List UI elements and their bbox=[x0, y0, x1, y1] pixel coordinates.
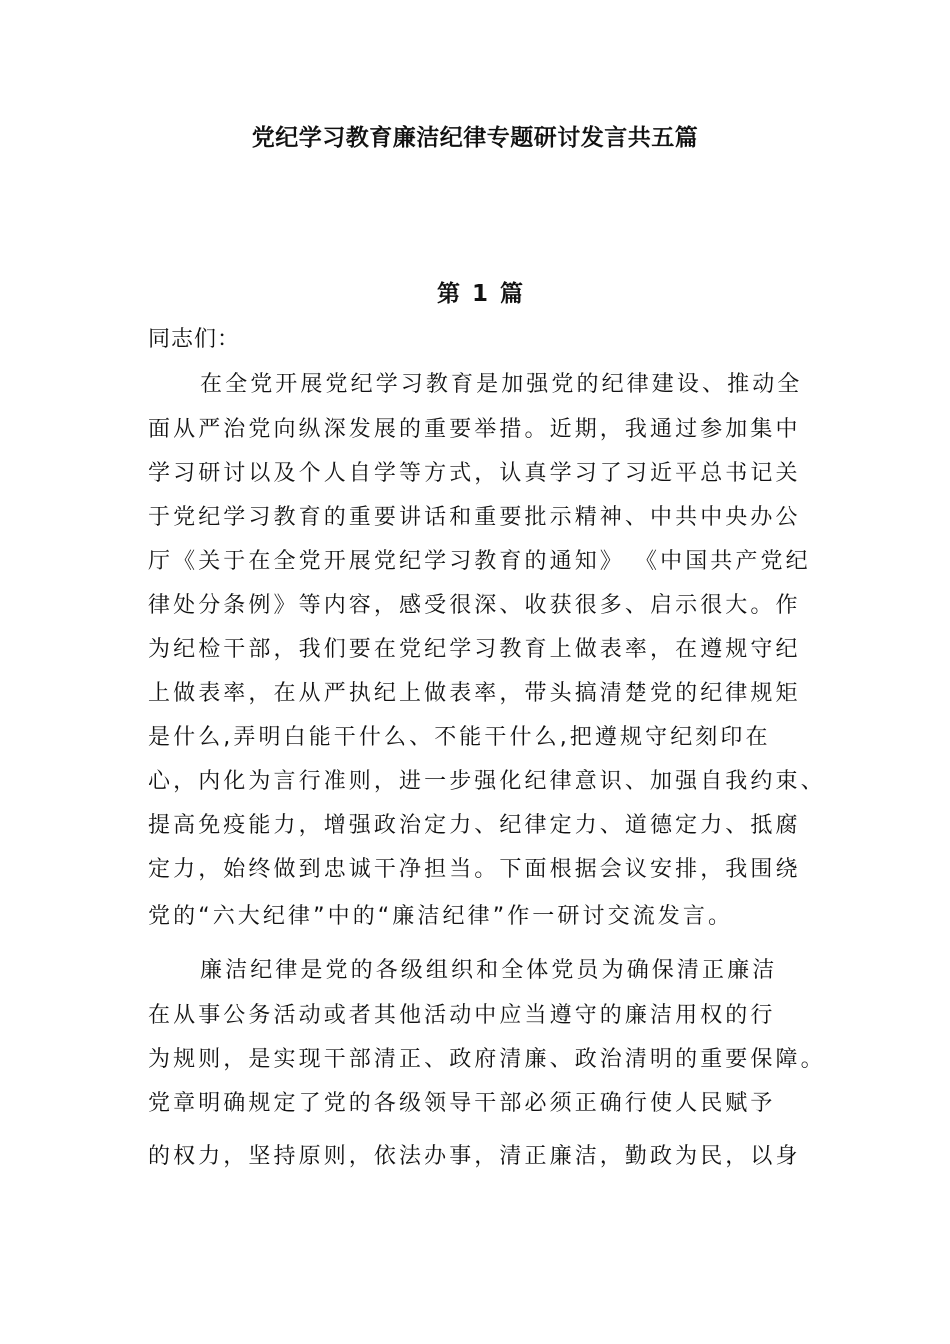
paragraph-line: 厅《关于在全党开展党纪学习教育的通知》 《中国共产党纪 bbox=[148, 549, 811, 574]
paragraph-line: 定力，始终做到忠诚干净担当。下面根据会议安排，我围绕 bbox=[148, 857, 801, 882]
paragraph-line: 于党纪学习教育的重要讲话和重要批示精神、中共中央办公 bbox=[148, 505, 801, 530]
paragraph-line: 心，内化为言行准则，进一步强化纪律意识、加强自我约束、 bbox=[148, 769, 826, 794]
document-title: 党纪学习教育廉洁纪律专题研讨发言共五篇 bbox=[251, 125, 699, 151]
paragraph-line: 为规则，是实现干部清正、政府清廉、政治清明的重要保障。 bbox=[148, 1047, 826, 1072]
paragraph-line: 上做表率，在从严执纪上做表率，带头搞清楚党的纪律规矩 bbox=[148, 681, 801, 706]
paragraph-line: 是什么,弄明白能干什么、不能干什么,把遵规守纪刻印在 bbox=[148, 725, 771, 750]
greeting: 同志们： bbox=[148, 327, 241, 352]
section-heading: 第 1 篇 bbox=[436, 281, 524, 307]
paragraph-line: 律处分条例》等内容，感受很深、收获很多、启示很大。作 bbox=[148, 593, 801, 618]
paragraph-line: 在全党开展党纪学习教育是加强党的纪律建设、推动全 bbox=[200, 372, 803, 397]
paragraph-line: 党的“六大纪律”中的“廉洁纪律”作一研讨交流发言。 bbox=[148, 904, 734, 929]
paragraph-line: 廉洁纪律是党的各级组织和全体党员为确保清正廉洁 bbox=[200, 958, 778, 983]
paragraph-line: 为纪检干部，我们要在党纪学习教育上做表率，在遵规守纪 bbox=[148, 637, 801, 662]
paragraph-line: 在从事公务活动或者其他活动中应当遵守的廉洁用权的行 bbox=[148, 1003, 776, 1028]
paragraph-line: 的权力，坚持原则，依法办事，清正廉洁，勤政为民，以身 bbox=[148, 1144, 801, 1169]
paragraph-line: 提高免疫能力，增强政治定力、纪律定力、道德定力、抵腐 bbox=[148, 813, 801, 838]
paragraph-line: 党章明确规定了党的各级领导干部必须正确行使人民赋予 bbox=[148, 1091, 776, 1116]
paragraph-line: 面从严治党向纵深发展的重要举措。近期，我通过参加集中 bbox=[148, 417, 801, 442]
paragraph-line: 学习研讨以及个人自学等方式，认真学习了习近平总书记关 bbox=[148, 461, 801, 486]
